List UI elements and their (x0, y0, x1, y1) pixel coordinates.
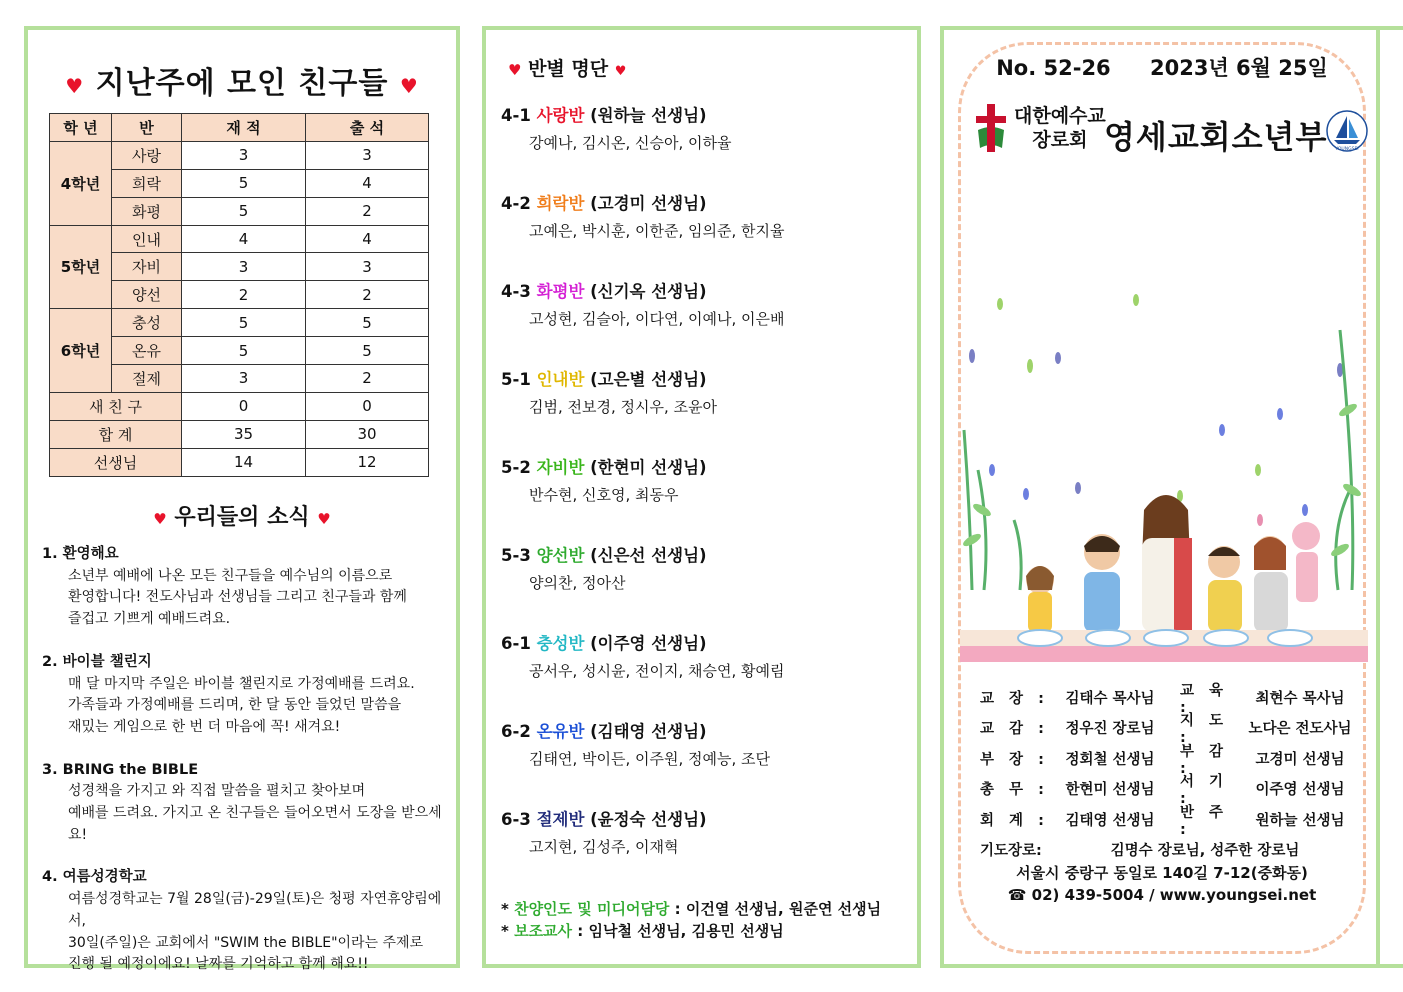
staff-role: 총 무 : (980, 782, 1049, 799)
church-address: 서울시 중랑구 동일로 140길 7-12(중화동) (1016, 864, 1308, 882)
enrolled-cell: 0 (182, 392, 306, 420)
table-row (50, 448, 429, 476)
class-code: 5-1 (501, 370, 531, 389)
staff-person: 원하늘 선생님 (1255, 812, 1345, 829)
class-cell: 양선 (112, 281, 182, 309)
class-cell: 충성 (112, 309, 182, 337)
heart-icon: ♥ (614, 64, 627, 79)
class-group (501, 718, 911, 806)
heart-icon: ♥ (65, 74, 85, 98)
class-name: 충성반 (536, 634, 585, 653)
class-heading (501, 630, 911, 660)
class-members: 반수현, 신호영, 최동우 (529, 486, 679, 504)
staff-person: 김태수 목사님 (1065, 690, 1155, 707)
enrolled-cell: 3 (182, 141, 306, 169)
class-cell: 온유 (112, 337, 182, 365)
class-heading (501, 718, 911, 748)
church-contact: ☎ 02) 439-5004 / www.youngsei.net (1007, 886, 1317, 904)
prayer-label: 기도장로: (980, 843, 1042, 859)
footer-label: 보조교사 (514, 922, 573, 940)
class-members: 양의찬, 정아산 (529, 574, 626, 592)
footer-line: * 보조교사 : 임낙철 선생님, 김용민 선생님 (501, 922, 784, 940)
class-code: 5-2 (501, 458, 531, 477)
enrolled-cell: 5 (182, 337, 306, 365)
enrolled-cell: 4 (182, 225, 306, 253)
class-cell: 인내 (112, 225, 182, 253)
sailboat-logo-icon (1326, 110, 1368, 152)
class-code: 6-2 (501, 722, 531, 741)
table-row (50, 392, 429, 420)
news-line: 30일(주일)은 교회에서 "SWIM the BIBLE"이라는 주제로 (68, 934, 424, 951)
news-item-title: 1. 환영해요 (42, 546, 119, 562)
staff-row (980, 774, 1360, 808)
staff-person: 노다은 전도사님 (1248, 721, 1352, 738)
attended-cell: 5 (306, 337, 429, 365)
total-label-cell: 합 계 (50, 420, 182, 448)
staff-person: 이주영 선생님 (1255, 782, 1345, 799)
issue-line (944, 52, 1380, 82)
heart-icon: ♥ (508, 61, 522, 79)
staff-row (980, 804, 1360, 838)
class-cell: 자비 (112, 253, 182, 281)
class-group (501, 278, 911, 366)
footer-text: : 이건열 선생님, 원준연 선생님 (669, 900, 882, 918)
class-teacher: (윤정숙 선생님) (590, 810, 707, 829)
class-heading (501, 454, 911, 484)
class-group (501, 190, 911, 278)
attendance-panel (24, 26, 460, 973)
class-group (501, 454, 911, 542)
page-edge (1376, 26, 1403, 968)
table-row (50, 420, 429, 448)
class-code: 5-3 (501, 546, 531, 565)
enrolled-cell: 5 (182, 169, 306, 197)
news-line: 성경책을 가지고 와 직접 말씀을 펼치고 찾아보며 (68, 783, 366, 800)
news-title: ♥ 우리들의 소식 ♥ (153, 505, 331, 530)
grade-cell: 5학년 (50, 225, 112, 309)
roster-title: ♥ 반별 명단 ♥ (508, 58, 627, 80)
class-group (501, 806, 911, 894)
church-name: 영세교회소년부 (1104, 118, 1328, 156)
staff-row (980, 682, 1360, 716)
class-cell: 사랑 (112, 141, 182, 169)
prayer-elders-row (980, 835, 1360, 865)
class-members: 고성현, 김슬아, 이다연, 이예나, 이은배 (529, 310, 785, 328)
staff-person: 김태영 선생님 (1065, 812, 1155, 829)
staff-role: 교 장 : (980, 690, 1049, 707)
class-name: 인내반 (536, 370, 585, 389)
jesus-with-children-illustration (960, 290, 1368, 662)
roster-panel (482, 26, 921, 968)
attendance-table (49, 113, 429, 477)
staff-person: 한현미 선생님 (1065, 782, 1155, 799)
class-code: 4-1 (501, 106, 531, 125)
class-name: 절제반 (536, 810, 585, 829)
table-row (50, 225, 429, 253)
class-heading (501, 806, 911, 836)
news-item-title: 3. BRING the BIBLE (42, 761, 199, 778)
class-members: 강예나, 김시온, 신승아, 이하율 (529, 134, 732, 152)
class-group (501, 630, 911, 718)
prayer-elders: 김명수 장로님, 성주한 장로님 (1110, 843, 1300, 859)
class-teacher: (한현미 선생님) (590, 458, 707, 477)
table-row (50, 141, 429, 169)
staff-role: 부 장 : (980, 751, 1049, 768)
staff-person: 정회철 선생님 (1065, 751, 1155, 768)
boat-logo-text: YOUNGSEI (1335, 147, 1359, 152)
class-group (501, 542, 911, 630)
column-header: 재 적 (182, 114, 306, 142)
roster-footer (501, 898, 881, 942)
staff-role: 부 감 : (1180, 743, 1229, 777)
class-roster (501, 102, 911, 894)
news-item (42, 760, 452, 847)
people (1026, 495, 1320, 632)
class-code: 4-3 (501, 282, 531, 301)
column-header: 출 석 (306, 114, 429, 142)
news-line: 재밌는 게임으로 한 번 더 마음에 꼭! 새겨요! (68, 718, 341, 735)
staff-role: 교 육 : (1180, 682, 1229, 716)
attended-cell: 4 (306, 169, 429, 197)
staff-person: 최현수 목사님 (1255, 690, 1345, 707)
staff-role: 서 기 : (1180, 774, 1229, 808)
footer-line: * 찬양인도 및 미디어담당 : 이건열 선생님, 원준연 선생님 (501, 900, 882, 918)
news-line: 예배를 드려요. 가지고 온 친구들은 들어오면서 도장을 받으세요! (68, 805, 442, 843)
class-code: 4-2 (501, 194, 531, 213)
enrolled-cell: 3 (182, 253, 306, 281)
class-heading (501, 542, 911, 572)
class-name: 자비반 (536, 458, 585, 477)
denomination: 대한예수교 장로회 (1014, 105, 1106, 151)
enrolled-cell: 5 (182, 309, 306, 337)
attended-cell: 3 (306, 253, 429, 281)
class-code: 6-1 (501, 634, 531, 653)
total-label-cell: 새 친 구 (50, 392, 182, 420)
enrolled-cell: 2 (182, 281, 306, 309)
class-heading (501, 102, 911, 132)
class-teacher: (고은별 선생님) (590, 370, 707, 389)
enrolled-cell: 35 (182, 420, 306, 448)
class-heading (501, 366, 911, 396)
attended-cell: 5 (306, 309, 429, 337)
news-line: 환영합니다! 전도사님과 선생님들 그리고 친구들과 함께 (68, 589, 407, 606)
total-label-cell: 선생님 (50, 448, 182, 476)
news-item (42, 544, 452, 631)
grade-cell: 6학년 (50, 309, 112, 393)
confetti (969, 294, 1343, 526)
column-header: 반 (112, 114, 182, 142)
issue-date: 2023년 6월 25일 (1150, 56, 1328, 80)
class-heading (501, 190, 911, 220)
cross-logo-icon (974, 104, 1008, 152)
table-header-row (50, 114, 429, 142)
class-members: 고예은, 박시훈, 이한준, 임의준, 한지율 (529, 222, 785, 240)
class-teacher: (김태영 선생님) (590, 722, 707, 741)
footer-text: : 임낙철 선생님, 김용민 선생님 (572, 922, 784, 940)
attendance-title: ♥ 지난주에 모인 친구들 ♥ (65, 66, 419, 101)
class-name: 온유반 (536, 722, 585, 741)
staff-row (980, 743, 1360, 777)
class-group (501, 366, 911, 454)
class-cell: 화평 (112, 197, 182, 225)
class-name: 양선반 (536, 546, 585, 565)
class-members: 김태연, 박이든, 이주원, 정예능, 조단 (529, 750, 771, 768)
cover-panel (940, 26, 1380, 968)
enrolled-cell: 3 (182, 365, 306, 393)
news-list (42, 544, 452, 992)
enrolled-cell: 14 (182, 448, 306, 476)
staff-directory (980, 682, 1360, 865)
attended-cell: 3 (306, 141, 429, 169)
footer-label: 찬양인도 및 미디어담당 (514, 900, 670, 918)
news-line: 여름성경학교는 7월 28일(금)-29일(토)은 청평 자연휴양림에서, (68, 891, 442, 929)
staff-row (980, 713, 1360, 747)
news-line: 매 달 마지막 주일은 바이블 챌린지로 가정예배를 드려요. (68, 675, 415, 692)
staff-role: 교 감 : (980, 721, 1049, 738)
news-line: 소년부 예배에 나온 모든 친구들을 예수님의 이름으로 (68, 567, 393, 584)
issue-number: No. 52-26 (996, 56, 1111, 80)
class-teacher: (이주영 선생님) (590, 634, 707, 653)
staff-person: 정우진 장로님 (1065, 721, 1155, 738)
table-row (50, 309, 429, 337)
class-heading (501, 278, 911, 308)
class-group (501, 102, 911, 190)
staff-person: 고경미 선생님 (1255, 751, 1345, 768)
heart-icon: ♥ (399, 74, 419, 98)
attended-cell: 2 (306, 365, 429, 393)
attended-cell: 30 (306, 420, 429, 448)
heart-icon: ♥ (317, 510, 331, 528)
attended-cell: 2 (306, 281, 429, 309)
church-address-block (944, 862, 1380, 906)
table (960, 630, 1368, 662)
class-name: 사랑반 (536, 106, 585, 125)
news-line: 진행 될 예정이에요! 날짜를 기억하고 함께 해요!! (68, 956, 369, 973)
enrolled-cell: 5 (182, 197, 306, 225)
staff-role: 지 도 : (1180, 713, 1229, 747)
attended-cell: 4 (306, 225, 429, 253)
news-item-title: 2. 바이블 챌린지 (42, 653, 152, 670)
class-teacher: (신기옥 선생님) (590, 282, 707, 301)
class-members: 김범, 전보경, 정시우, 조윤아 (529, 398, 717, 416)
heart-icon: ♥ (153, 510, 167, 528)
class-teacher: (고경미 선생님) (590, 194, 707, 213)
class-cell: 절제 (112, 365, 182, 393)
class-members: 공서우, 성시윤, 전이지, 채승연, 황예림 (529, 662, 785, 680)
news-item (42, 652, 452, 739)
staff-role: 회 계 : (980, 812, 1049, 829)
grade-cell: 4학년 (50, 141, 112, 225)
news-line: 즐겁고 기쁘게 예배드려요. (68, 611, 231, 628)
class-name: 화평반 (536, 282, 585, 301)
class-cell: 희락 (112, 169, 182, 197)
attended-cell: 0 (306, 392, 429, 420)
staff-role: 반 주 : (1180, 804, 1229, 838)
attended-cell: 12 (306, 448, 429, 476)
news-line: 가족들과 가정예배를 드리며, 한 달 동안 들었던 말씀을 (68, 697, 402, 714)
class-name: 희락반 (536, 194, 585, 213)
class-teacher: (원하늘 선생님) (590, 106, 707, 125)
news-item-title: 4. 여름성경학교 (42, 869, 147, 886)
news-item (42, 867, 452, 976)
attended-cell: 2 (306, 197, 429, 225)
class-teacher: (신은선 선생님) (590, 546, 707, 565)
class-code: 6-3 (501, 810, 531, 829)
class-members: 고지현, 김성주, 이재혁 (529, 838, 679, 856)
column-header: 학 년 (50, 114, 112, 142)
